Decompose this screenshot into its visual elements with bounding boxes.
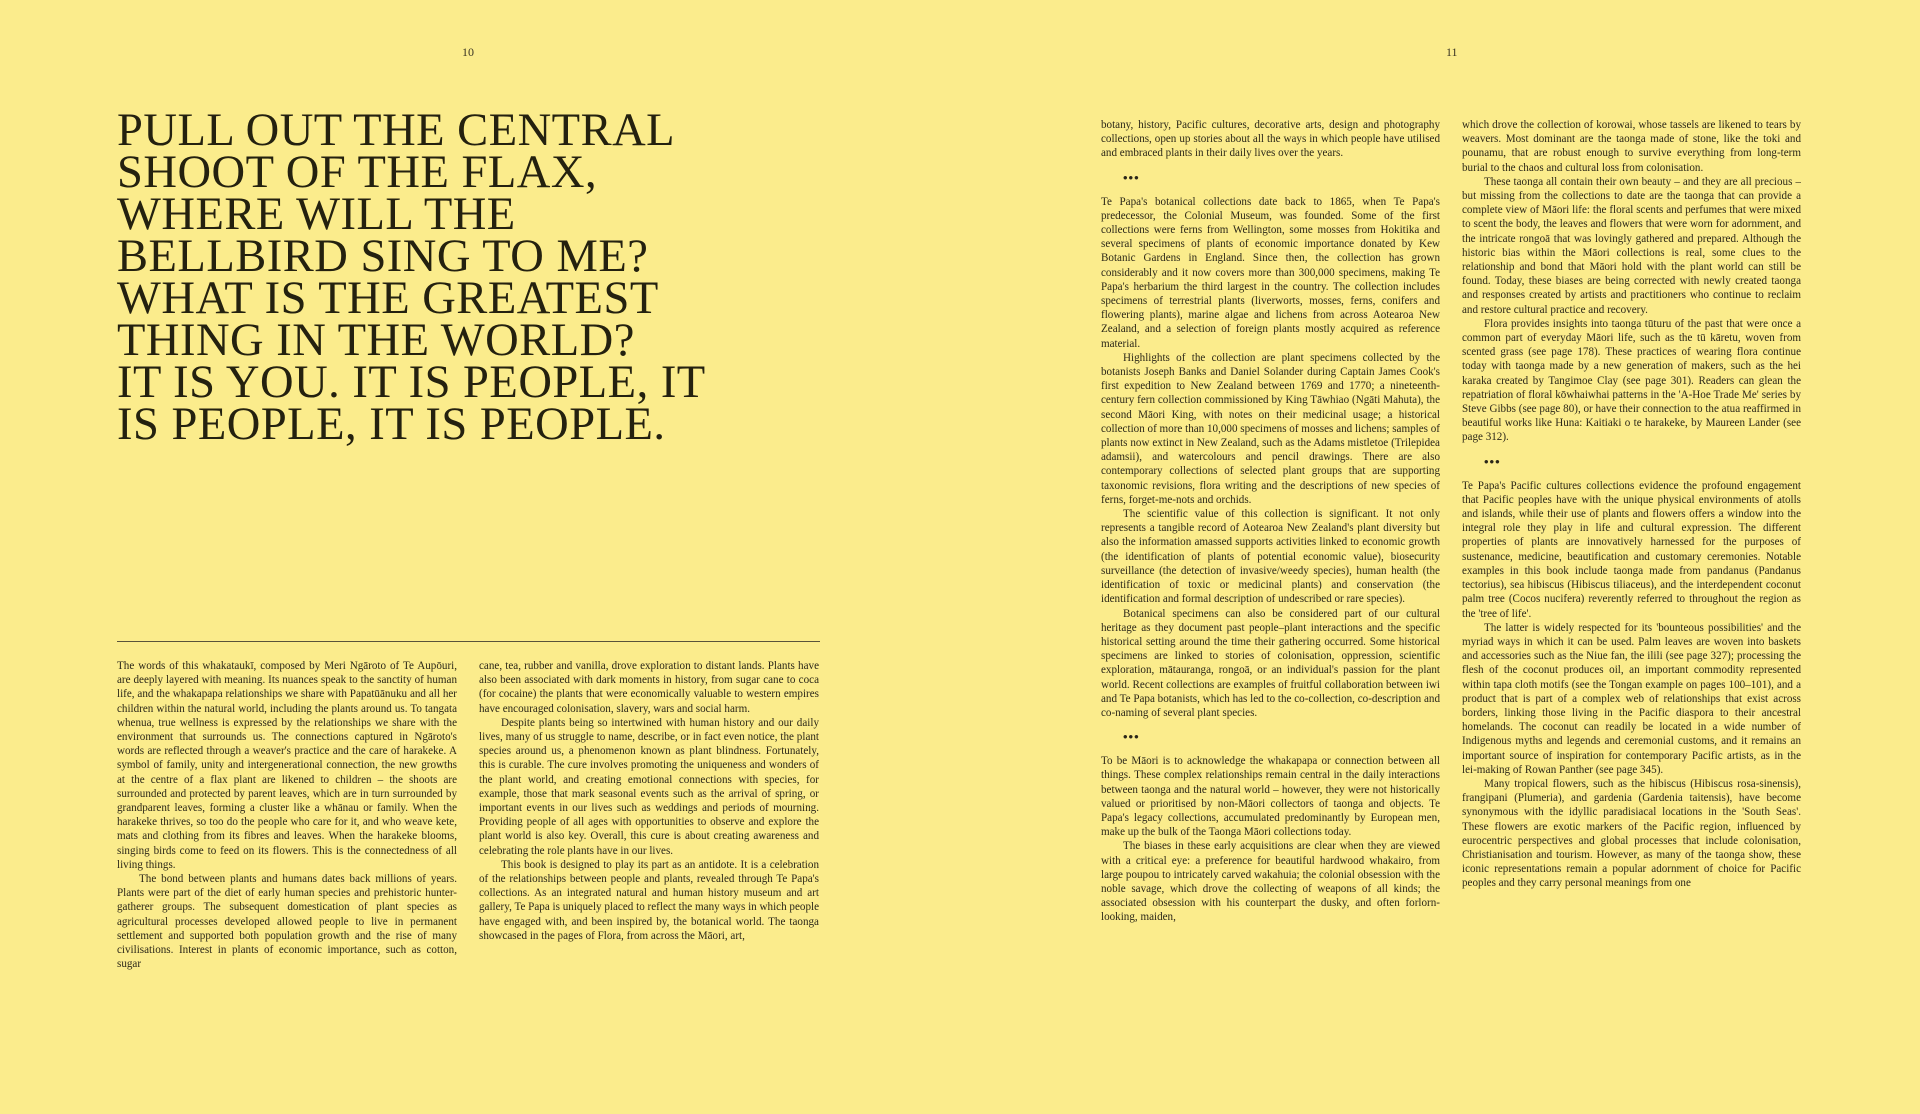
paragraph: The biases in these early acquisitions are clear when they are viewed with a critical eye: a preference for beautiful hardwood whakairo, from large poupou to intricately carved wakahuia; the colonial obsession with the noble savage, which drove the collecting of weapons of all kinds; the associated obsession with his counterpart the dusky, and often forlorn-looking, maiden, — [1101, 840, 1440, 924]
paragraph: Te Papa's Pacific cultures collections evidence the profound engagement that Pacific peoples have with the unique physical environments of atolls and islands, while their use of plants and flowers offers a window into the integral role they play in life and cultural expression. The different properties of plants are innovatively harnessed for the purposes of sustenance, medicine, beautification and customary ceremonies. Notable examples in this book include taonga made from pandanus (Pandanus tectorius), sea hibiscus (Hibiscus tiliaceus), and the interdependent coconut palm tree (Cocos nucifera) reverently referred to throughout the region as the 'tree of life'. — [1462, 479, 1801, 620]
text-column-4 — [1462, 118, 1801, 1002]
section-separator: ••• — [1123, 169, 1140, 185]
paragraph: To be Māori is to acknowledge the whakapapa or connection between all things. These complex relationships remain central in the daily interactions between taonga and the natural world – however, they were not historically valued or prioritised by non-Māori collectors of taonga and objects. Te Papa's legacy collections, accumulated predominantly by European men, make up the bulk of the Taonga Māori collections today. — [1101, 755, 1440, 839]
quote-line: IS PEOPLE, IT IS PEOPLE. — [117, 399, 666, 450]
paragraph: cane, tea, rubber and vanilla, drove exploration to distant lands. Plants have also been associated with dark moments in history, from sugar cane to coca (for cocaine) the plants that were economically valuable to western empires have encouraged colonisation, slavery, wars and social harm. — [479, 660, 819, 715]
page-number-right: 11 — [1446, 45, 1458, 59]
quote-line: THING IN THE WORLD? — [117, 315, 635, 366]
paragraph: These taonga all contain their own beauty – and they are all precious – but missing from the collections to date are the taonga that can provide a complete view of Māori life: the floral scents and perfumes that were mixed to scent the body, the leaves and flowers that were worn for adornment, and the intricate rongoā that was lovingly gathered and prepared. Although the historic bias within the Māori collections is real, some clues to the relationship and bond that Māori hold with the plant world can still be found. Today, these biases are being corrected with newly created taonga and responses created by artists and practitioners who continue to reclaim and restore cultural practice and recovery. — [1462, 175, 1801, 316]
quote-line: WHAT IS THE GREATEST — [117, 273, 659, 324]
quote-line: PULL OUT THE CENTRAL — [117, 105, 676, 156]
quote-line: IT IS YOU. IT IS PEOPLE, IT — [117, 357, 706, 408]
quote-line: BELLBIRD SING TO ME? — [117, 231, 649, 282]
paragraph: Highlights of the collection are plant specimens collected by the botanists Joseph Banks and Daniel Solander during Captain James Cook's first expedition to New Zealand between 1769 and 1770; a nineteenth-century fern collection commissioned by King Tāwhiao (Ngāti Mahuta), the second Māori King, with notes on their medicinal usage; a historical collection of more than 10,000 specimens of mosses and lichens; samples of plants now extinct in New Zealand, such as the Adams mistletoe (Trilepidea adamsii), and watercolours and pencil drawings. There are also contemporary collections of selected plant groups that are supporting taxonomic revisions, flora writing and the descriptions of new species of ferns, forget-me-nots and orchids. — [1101, 351, 1440, 506]
section-separator: ••• — [1123, 729, 1140, 745]
paragraph: Botanical specimens can also be considered part of our cultural heritage as they document past people–plant interactions and the specific historical setting around the time their gathering occurred. Some historical specimens are linked to stories of colonisation, oppression, scientific exploration, mātauranga, rongoā, or an individual's passion for the plant world. Recent collections are examples of fruitful collaboration between iwi and Te Papa botanists, which has led to the co-collection, co-description and co-naming of several plant species. — [1101, 607, 1440, 719]
paragraph: Te Papa's botanical collections date back to 1865, when Te Papa's predecessor, the Colonial Museum, was founded. Some of the first collections were ferns from Wellington, some mosses from Hokitika and several specimens of plants of economic importance donated by Kew Botanic Gardens in England. Since then, the collection has grown considerably and it now covers more than 300,000 specimens, making Te Papa's herbarium the third largest in the country. The collection includes specimens of terrestrial plants (liverworts, mosses, ferns, conifers and flowering plants), marine algae and lichens from across Aotearoa New Zealand, and a selection of foreign plants mostly acquired as reference material. — [1101, 195, 1440, 350]
quote-line: WHERE WILL THE — [117, 189, 516, 240]
paragraph: which drove the collection of korowai, whose tassels are likened to tears by weavers. Most dominant are the taonga made of stone, like the toki and pounamu, that are robust enough to survive everything from long-term burial to the chaos and cultural loss from colonisation. — [1462, 119, 1801, 174]
paragraph: The words of this whakataukī, composed by Meri Ngāroto of Te Aupōuri, are deeply layered with meaning. Its nuances speak to the sanctity of human life, and the whakapapa relationships we share with Papatūānuku and all her children within the natural world, including the plants around us. To tangata whenua, true wellness is expressed by the relationships we share with the environment that surrounds us. The connections captured in Ngāroto's words are reflected through a weaver's practice and the care of harakeke. A symbol of family, unity and intergenerational connection, the new growths at the centre of a flax plant are likened to children – the shoots are surrounded and protected by parent leaves, which are in turn surrounded by grandparent leaves, forming a cluster like a whānau or family. When the harakeke thrives, so too do the people who care for it, and who weave kete, mats and clothing from its fibres and leaves. When the harakeke blooms, singing birds come to feed on its flowers. This is the connectedness of all living things. — [117, 660, 457, 871]
paragraph: Despite plants being so intertwined with human history and our daily lives, many of us struggle to name, describe, or in fact even notice, the plant species around us, a phenomenon known as plant blindness. Fortunately, this is curable. The cure involves promoting the uniqueness and wonders of the plant world, and creating emotional connections with species, for example, those that mark seasonal events such as the arrival of spring, or important events in our lives such as weddings and periods of mourning. Providing people of all ages with opportunities to observe and explore the plant world is also key. Overall, this cure is about creating awareness and celebrating the role plants have in our lives. — [479, 716, 819, 857]
horizontal-rule — [117, 641, 820, 642]
paragraph: The scientific value of this collection is significant. It not only represents a tangible record of Aotearoa New Zealand's plant diversity but also the information amassed supports activities linked to economic growth (the identification of plants of potential economic value), biosecurity surveillance (the detection of invasive/weedy species), human health (the identification of toxic or medicinal plants) and conservation (the identification and formal description of undescribed or rare species). — [1101, 508, 1440, 606]
quote-line: SHOOT OF THE FLAX, — [117, 147, 598, 198]
text-column-2 — [479, 659, 819, 1005]
paragraph: The latter is widely respected for its 'bounteous possibilities' and the myriad ways in which it can be used. Palm leaves are woven into baskets and accessories such as the Niue fan, the ilili (see page 327); processing the flesh of the coconut produces oil, an important commodity represented within tapa cloth motifs (see the Tongan example on pages 100–101), and a product that is part of a complex web of relationships that exist across borders, linking those living in the Pacific diaspora to their ancestral homelands. The coconut can readily be located in a wide number of Indigenous myths and legends and ceremonial customs, and it remains an important source of inspiration for contemporary Pacific artists, as in the lei-making of Rowan Panther (see page 345). — [1462, 621, 1801, 776]
text-column-3 — [1101, 118, 1440, 1002]
paragraph: The bond between plants and humans dates back millions of years. Plants were part of the diet of early human species and prehistoric hunter-gatherer groups. The subsequent domestication of plant species as agricultural processes developed allowed people to live in permanent settlement and supported both population growth and the rise of many civilisations. Interest in plants of economic importance, such as cotton, sugar — [117, 873, 457, 971]
paragraph: This book is designed to play its part as an antidote. It is a celebration of the relationships between people and plants, revealed through Te Papa's collections. As an integrated natural and human history museum and art gallery, Te Papa is uniquely placed to reflect the many ways in which people have engaged with, and been inspired by, the botanical world. The taonga showcased in the pages of Flora, from across the Māori, art, — [479, 858, 819, 942]
pull-quote — [117, 105, 777, 450]
page-number-left: 10 — [462, 45, 474, 59]
section-separator: ••• — [1484, 453, 1501, 469]
text-column-1 — [117, 659, 457, 1005]
paragraph: Many tropical flowers, such as the hibiscus (Hibiscus rosa-sinensis), frangipani (Plumeria), and gardenia (Gardenia taitensis), have become synonymous with the idyllic paradisiacal locations in the 'South Seas'. These flowers are exotic markers of the Pacific region, influenced by eurocentric perspectives and global processes that include colonisation, Christianisation and tourism. However, as many of the taonga show, these iconic representations remain a popular adornment of choice for Pacific peoples and they carry personal meanings from one — [1462, 777, 1801, 890]
paragraph: botany, history, Pacific cultures, decorative arts, design and photography collections, open up stories about all the ways in which people have utilised and embraced plants in their daily lives over the years. — [1101, 119, 1440, 160]
paragraph: Flora provides insights into taonga tūturu of the past that were once a common part of everyday Māori life, such as the tū kāretu, woven from scented grass (see page 178). These practices of wearing flora continue today with taonga made by a new generation of makers, such as the hei karaka created by Tangimoe Clay (see page 301). Readers can glean the repatriation of floral kōwhaiwhai patterns in the 'A-Hoe Trade Me' series by Steve Gibbs (see page 80), or have their connection to the atua reaffirmed in beautiful works like Huna: Kaitiaki o te harakeke, by Maureen Lander (see page 312). — [1462, 317, 1801, 444]
